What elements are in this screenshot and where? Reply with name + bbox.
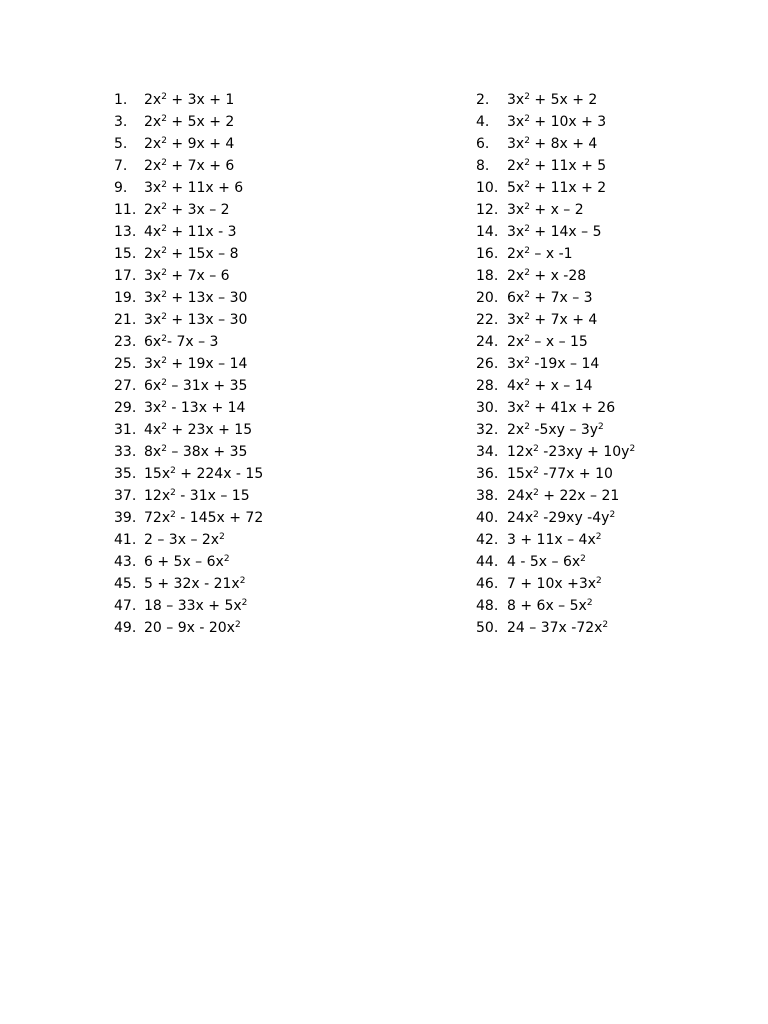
problem-item [476,155,768,177]
problem-item [476,353,768,375]
exponent: 2 [524,268,530,279]
problem-number: 22. [476,312,499,328]
problem-number: 42. [476,532,499,548]
exponent: 2 [533,510,539,521]
problem-expression: $12x^2$ $-23xy + 10y^2$ [507,444,636,460]
exponent: 2 [161,202,167,213]
exponent: 2 [524,246,530,257]
problem-number: 20. [476,290,499,306]
exponent: 2 [533,466,539,477]
problem-number: 47. [114,598,137,614]
problem-column-left [114,89,414,639]
exponent: 2 [161,290,167,301]
problem-number: 17. [114,268,137,284]
problem-number: 50. [476,620,499,636]
exponent: 2 [161,334,167,345]
exponent: 2 [524,180,530,191]
problem-number: 38. [476,488,499,504]
problem-item [476,595,768,617]
problem-expression: $6x^2 + 7x - 3$ [507,290,593,306]
problem-number: 12. [476,202,499,218]
exponent: 2 [161,378,167,389]
exponent: 2 [596,576,602,587]
problem-item [114,309,414,331]
exponent: 2 [524,224,530,235]
problem-expression: $4x^2 + x - 14$ [507,378,593,394]
problem-number: 36. [476,466,499,482]
problem-number: 41. [114,532,137,548]
problem-number: 14. [476,224,499,240]
problem-number: 21. [114,312,137,328]
problem-expression: $3x^2 + 13x - 30$ [144,290,248,306]
problem-item [476,617,768,639]
problem-expression: $5 + 32x - 21x^2$ [144,576,246,592]
problem-item [476,89,768,111]
problem-item [476,463,768,485]
problem-number: 1. [114,92,128,108]
exponent: 2 [524,202,530,213]
problem-expression: $3x^2$ -19x – 14 [507,356,600,372]
exponent: 2 [170,466,176,477]
problem-expression: $5x^2 + 11x + 2$ [507,180,607,196]
problem-number: 40. [476,510,499,526]
problem-item [476,529,768,551]
problem-expression: $2 - 3x - 2x^2$ [144,532,225,548]
problem-item [114,177,414,199]
problem-expression: $4x^2 + 23x + 15$ [144,422,253,438]
exponent: 2 [524,334,530,345]
problem-item [114,485,414,507]
problem-item [476,221,768,243]
problem-item [114,133,414,155]
exponent: 2 [161,224,167,235]
problem-item [114,155,414,177]
problem-number: 46. [476,576,499,592]
problem-number: 19. [114,290,137,306]
problem-number: 16. [476,246,499,262]
exponent: 2 [161,92,167,103]
problem-number: 5. [114,136,128,152]
problem-expression: $3x^2 - 13x + 14$ [144,400,246,416]
problem-number: 37. [114,488,137,504]
exponent: 2 [161,180,167,191]
problem-number: 45. [114,576,137,592]
problem-number: 30. [476,400,499,416]
problem-item [114,529,414,551]
problem-number: 15. [114,246,137,262]
problem-expression: $8 + 6x - 5x^2$ [507,598,593,614]
problem-number: 8. [476,158,490,174]
exponent: 2 [524,422,530,433]
problem-item [114,595,414,617]
exponent: 2 [586,598,593,609]
exponent: 2 [161,356,167,367]
problem-expression: $4x^2 + 11x - 3$ [144,224,237,240]
exponent: 2 [239,576,246,587]
exponent: 2 [161,400,167,411]
problem-expression: $2x^2$ – x -1 [507,246,573,262]
exponent: 2 [524,356,530,367]
exponent: 2 [595,532,602,543]
problem-item [476,551,768,573]
problem-item [476,397,768,419]
exponent: 2 [580,554,586,565]
problem-expression: $3x^2 + 41x + 26$ [507,400,616,416]
exponent: 2 [524,158,530,169]
problem-expression: $3x^2 + 8x + 4$ [507,136,598,152]
problem-item [114,441,414,463]
problem-expression: $2x^2 + 3x - 2$ [144,202,230,218]
exponent: 2 [629,444,636,455]
problem-item [114,243,414,265]
problem-expression: $2x^2 + 9x + 4$ [144,136,235,152]
exponent: 2 [161,444,167,455]
problem-expression: $15x^2$ -77x + 10 [507,466,613,482]
exponent: 2 [524,114,530,125]
problem-item [114,397,414,419]
problem-number: 24. [476,334,499,350]
problem-item [476,507,768,529]
problem-item [114,573,414,595]
problem-expression: $24x^2$ -29xy $-4y^2$ [507,510,616,526]
problem-number: 18. [476,268,499,284]
problem-expression: $2x^2 + 7x + 6$ [144,158,235,174]
problem-item [114,199,414,221]
problem-item [476,133,768,155]
problem-item [114,617,414,639]
problem-number: 10. [476,180,499,196]
exponent: 2 [524,400,530,411]
problem-item [476,265,768,287]
exponent: 2 [524,312,530,323]
problem-item [476,111,768,133]
problem-expression: $3x^2 + 7x + 4$ [507,312,598,328]
problem-item [114,111,414,133]
problem-number: 26. [476,356,499,372]
problem-item [114,89,414,111]
problem-item [476,419,768,441]
problem-expression: $2x^2 + 11x + 5$ [507,158,607,174]
problem-expression: $3x^2 + 5x + 2$ [507,92,598,108]
problem-expression: $2x^2 + 3x + 1$ [144,92,235,108]
problem-item [476,331,768,353]
problem-item [476,375,768,397]
problem-item [114,463,414,485]
problem-expression: $3 + 11x - 4x^2$ [507,532,602,548]
exponent: 2 [533,488,539,499]
problem-expression: $6 + 5x - 6x^2$ [144,554,230,570]
problem-number: 3. [114,114,128,130]
exponent: 2 [241,598,248,609]
problem-expression: $3x^2 + x - 2$ [507,202,584,218]
exponent: 2 [524,92,530,103]
problem-expression: $2x^2 + x$ -28 [507,268,587,284]
exponent: 2 [524,290,530,301]
problem-expression: $8x^2 - 38x + 35$ [144,444,248,460]
exponent: 2 [524,378,530,389]
problem-number: 31. [114,422,137,438]
exponent: 2 [161,268,167,279]
exponent: 2 [161,136,167,147]
exponent: 2 [161,114,167,125]
problem-item [476,177,768,199]
problem-number: 9. [114,180,128,196]
problem-number: 23. [114,334,137,350]
problem-item [114,551,414,573]
exponent: 2 [598,422,604,433]
problem-expression: $15x^2 + 224x - 15$ [144,466,264,482]
problem-item [114,507,414,529]
problem-expression: $24x^2 + 22x - 21$ [507,488,620,504]
problem-number: 35. [114,466,137,482]
problem-item [114,221,414,243]
problem-number: 25. [114,356,137,372]
exponent: 2 [533,444,539,455]
problem-number: 7. [114,158,128,174]
exponent: 2 [602,620,609,631]
problem-number: 33. [114,444,137,460]
exponent: 2 [161,158,167,169]
problem-expression: $3x^2 + 19x - 14$ [144,356,248,372]
problem-number: 43. [114,554,137,570]
problem-number: 4. [476,114,490,130]
problem-item [476,199,768,221]
problem-number: 39. [114,510,137,526]
problem-item [476,243,768,265]
problem-number: 13. [114,224,137,240]
problem-number: 48. [476,598,499,614]
problem-item [476,309,768,331]
problem-number: 44. [476,554,499,570]
exponent: 2 [161,312,167,323]
problem-expression: $2x^2$ – x – 15 [507,334,588,350]
problem-expression: $12x^2 - 31x - 15$ [144,488,250,504]
problem-expression: $6x^2 - 31x + 35$ [144,378,248,394]
problem-expression: $3x^2 + 7x - 6$ [144,268,230,284]
problem-number: 29. [114,400,137,416]
problem-expression: $4 - 5x - 6x^2$ [507,554,586,570]
problem-expression: $2x^2 + 5x + 2$ [144,114,235,130]
exponent: 2 [234,620,241,631]
exponent: 2 [161,246,167,257]
problem-item [114,419,414,441]
problem-number: 6. [476,136,490,152]
problem-expression: $20 - 9x - 20x^2$ [144,620,241,636]
problem-item [114,375,414,397]
problem-number: 27. [114,378,137,394]
problem-item [114,287,414,309]
exponent: 2 [524,136,530,147]
problem-column-right [476,89,768,639]
problem-expression: $3x^2 + 10x + 3$ [507,114,607,130]
problem-expression: $3x^2 + 13x - 30$ [144,312,248,328]
problem-number: 2. [476,92,490,108]
exponent: 2 [161,422,167,433]
problem-expression: $3x^2 + 14x - 5$ [507,224,602,240]
problem-number: 34. [476,444,499,460]
problem-expression: $6x^2-$ 7x – 3 [144,334,219,350]
exponent: 2 [609,510,616,521]
problem-item [114,265,414,287]
problem-item [476,441,768,463]
exponent: 2 [170,488,176,499]
problem-item [114,353,414,375]
problem-expression: $7 + 10x +3x^2$ [507,576,602,592]
problem-item [476,287,768,309]
problem-number: 49. [114,620,137,636]
problem-expression: $2x^2 + 15x - 8$ [144,246,239,262]
exponent: 2 [219,532,225,543]
problem-item [476,485,768,507]
problem-number: 28. [476,378,499,394]
problem-item [476,573,768,595]
problem-expression: $72x^2 - 145x + 72$ [144,510,264,526]
problem-expression: $2x^2$ $-5xy - 3y^2$ [507,422,604,438]
problem-number: 32. [476,422,499,438]
exponent: 2 [170,510,176,521]
problem-number: 11. [114,202,137,218]
exponent: 2 [223,554,230,565]
problem-expression: $3x^2 + 11x + 6$ [144,180,244,196]
problem-expression: $18 - 33x + 5x^2$ [144,598,248,614]
problem-item [114,331,414,353]
problem-expression: 24 – 37x $-72x^2$ [507,620,609,636]
